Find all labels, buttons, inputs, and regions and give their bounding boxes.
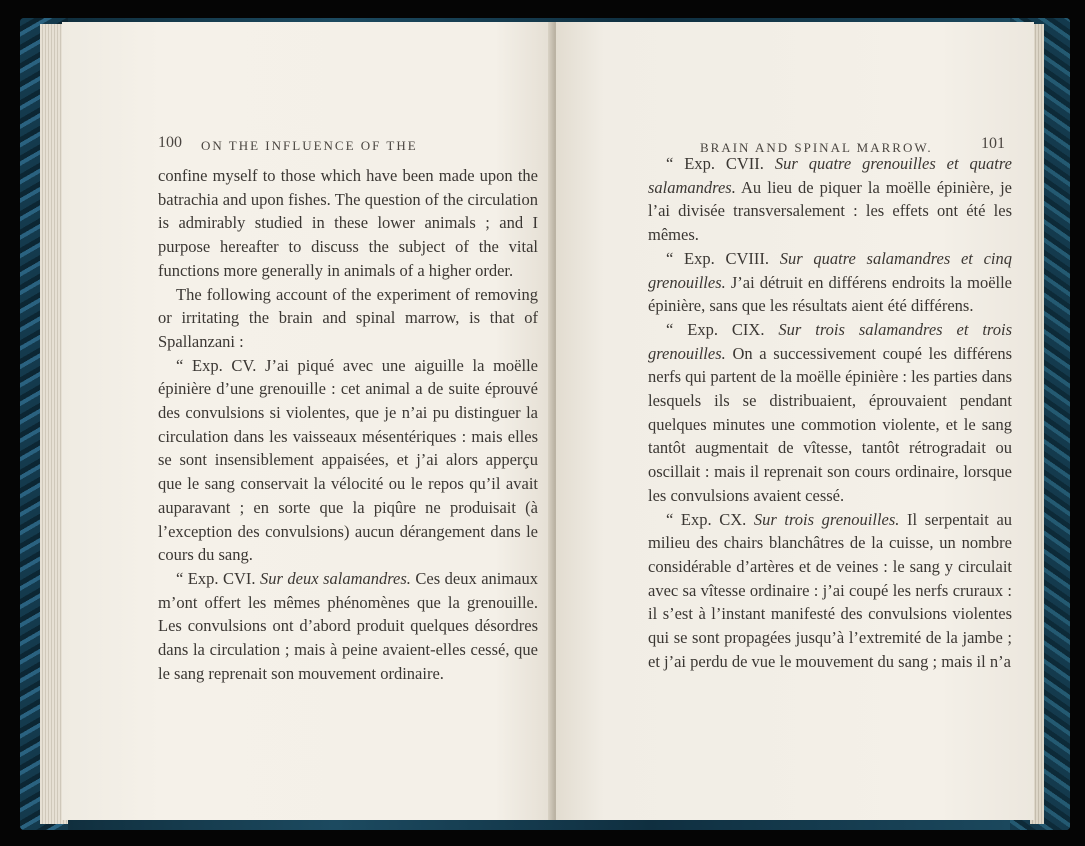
paragraph [648,508,1012,674]
paragraph-text: Ces deux animaux m’ont offert les mêmes phénomènes que la grenouille. Les convulsions ont d’abord produit quelques désordres dans la circulation ; mais à peine avaient-elles cessé, que le sang reprenait son mouvement ordinaire. [158,568,539,683]
experiment-label: “ Exp. CVII. [666,154,764,173]
paragraph [648,318,1012,508]
experiment-label: “ Exp. CVI. [176,568,256,588]
paragraph-text: Au lieu de piquer la moëlle épinière, je l’ai divisée transversalement : les effets ont été les mêmes. [648,177,1013,245]
right-page [556,22,1034,820]
experiment-label: “ Exp. CX. [666,509,747,529]
paragraph [648,152,1012,247]
paragraph-text: Il serpentait au milieu des chairs blanchâtres de la cuisse, un nombre considérable d’artères et de veines : le sang y circulait avec sa vîtesse ordinaire : j’ai coupé les nerfs cruraux : il s’est à l’instant manifesté des convulsions violentes qui se sont propagées jusqu’à l’extremité de la jambe ; et j’ai perdu de vue le mouvement du sang ; mais il n’a [648,509,1013,671]
page-number: 101 [981,135,1005,152]
paragraph: “ Exp. CV. J’ai piqué avec une aiguille la moëlle épinière d’une grenouille : cet animal a de suite éprouvé des convulsions si violentes, que je n’ai pu distinguer la circulation dans les vaisseaux mésentériques : mais elles se sont insensiblement appaisées, et j’ai alors apperçu que le sang conservait la vélocité ou le repos qu’il avait auparavant ; en sorte que la piqûre ne produisait (à l’exception des convulsions) aucun dérangement dans le cours du sang. [158,355,538,565]
experiment-subject: Sur trois grenouilles. [753,509,900,529]
paragraph [648,247,1012,318]
experiment-subject: Sur trois salamandres et trois grenouilles. [648,319,1012,363]
experiment-label: “ Exp. CIX. [666,319,765,339]
running-title: BRAIN AND SPINAL MARROW. [700,140,933,155]
paragraph [158,567,538,686]
experiment-subject: Sur quatre salamandres et cinq grenouilles. [648,248,1013,292]
paragraph-text: On a successivement coupé les différens nerfs qui partent de la moëlle épinière : les parties dans lesquels ils se distribuaient, éprouvaient pendant quelques minutes une commotion violente, et le sang tantôt augmentait de vîtesse, tantôt rétrogradait ou oscillait : mais il reprenait son cours ordinaire, lorsque les convulsions avaient cessé. [648,343,1013,505]
experiment-subject: Sur quatre grenouilles et quatre salamandres. [648,154,1012,197]
experiment-subject: Sur deux salamandres. [260,568,411,588]
page-number: 100 [158,134,182,151]
left-page-body [158,164,538,685]
paragraph: The following account of the experiment of removing or irritating the brain and spinal marrow, is that of Spallanzani : [158,284,538,351]
right-page-body [648,152,1012,673]
running-title: ON THE INFLUENCE OF THE [201,138,418,153]
paragraph: confine myself to those which have been made upon the batrachia and upon fishes. The question of the circulation is admirably studied in these lower animals ; and I purpose hereafter to discuss the subject of the vital functions more generally in animals of a higher order. [158,166,538,280]
paragraph-text: J’ai détruit en différens endroits la moëlle épinière, sans que les résultats aient été différens. [648,272,1013,316]
left-page-header [158,136,538,158]
left-page [62,22,554,820]
experiment-label: “ Exp. CVIII. [666,248,769,268]
